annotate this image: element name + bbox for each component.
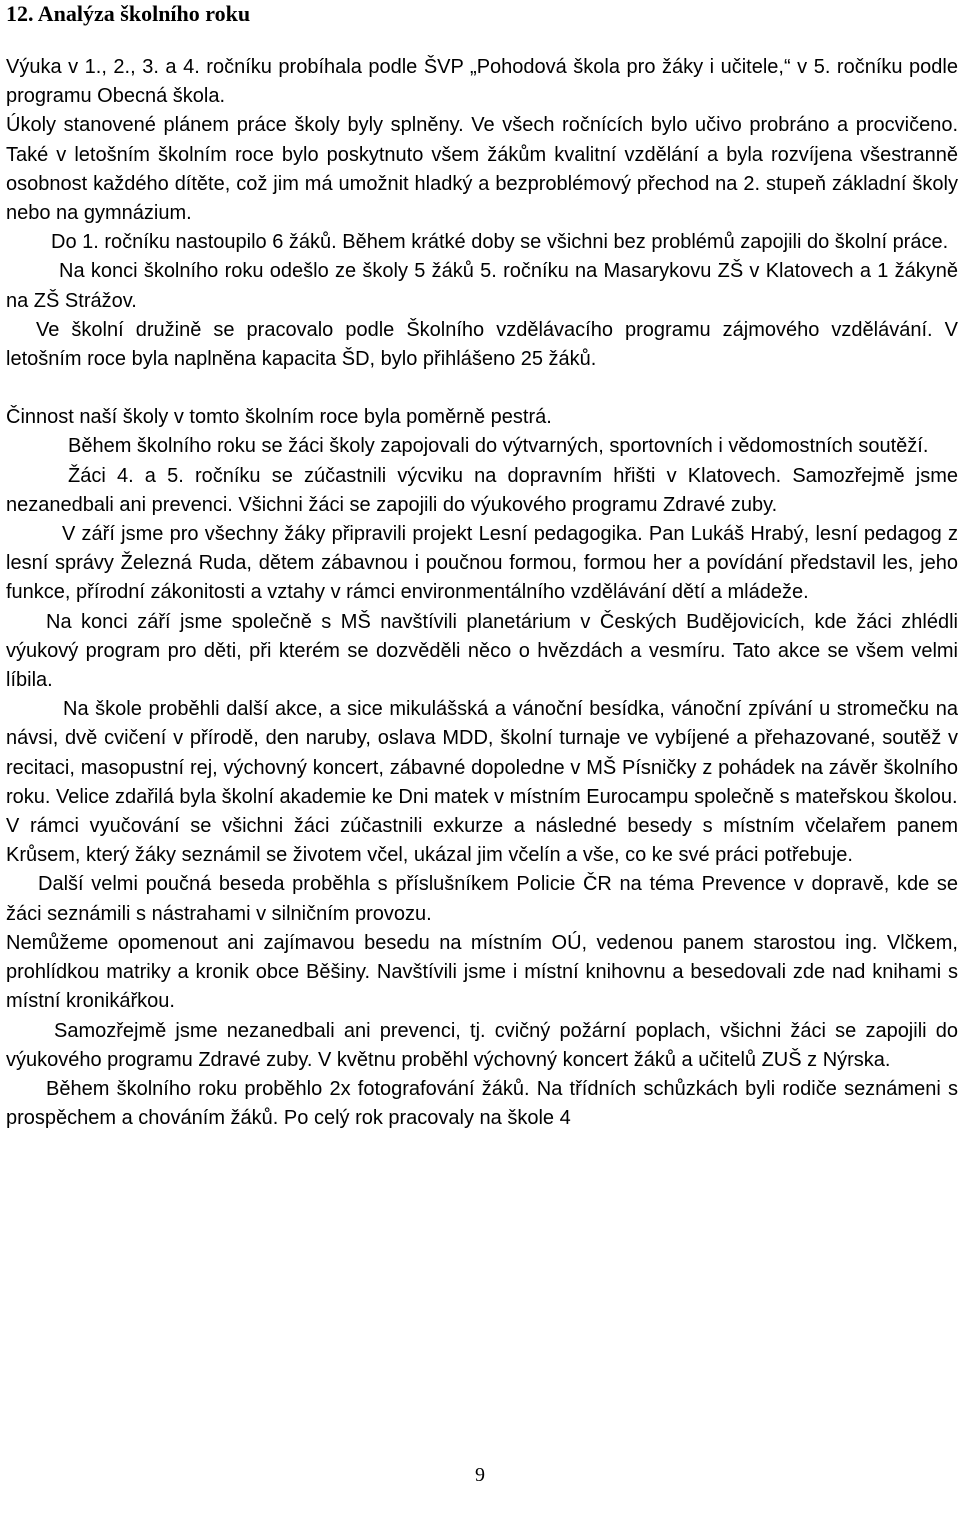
paragraph-school-events: Na škole proběhli další akce, a sice mikulášská a vánoční besídka, vánoční zpívání u stromečku na návsi, dvě cvičení v přírodě, den naruby, oslava MDD, školní turnaje ve vybíjené a přehazované, soutěž v recitaci, masopustní rej, výchovný koncert, zábavné dopoledne v MŠ Písničky z pohádek na závěr školního roku. Velice zdařilá byla školní akademie ke Dni matek v místním Eurocampu společně s mateřskou školou.	[6, 698, 958, 808]
paragraph-police-talk: Další velmi poučná beseda proběhla s příslušníkem Policie ČR na téma Prevence v dopravě, kde se žáci seznámili s nástrahami v silničním provozu.	[6, 873, 958, 925]
paragraph-beekeeper: V rámci vyučování se všichni žáci zúčastnili exkurze a následné besedy s místním včelařem panem Krůsem, který žáky seznámil se životem včel, ukázal jim včelín a vše, co ke své práci potřebuje.	[6, 815, 958, 867]
paragraph-after-school-club: Ve školní družině se pracovalo podle Školního vzdělávacího programu zájmového vzdělávání. V letošním roce byla naplněna kapacita ŠD, bylo přihlášeno 25 žáků.	[6, 318, 958, 371]
paragraph-traffic-training: Žáci 4. a 5. ročníku se zúčastnili výcviku na dopravním hřišti v Klatovech. Samozřejmě jsme nezanedbali ani prevenci. Všichni žáci se zapojili do výukového programu Zdravé zuby.	[6, 464, 958, 516]
section-heading: 12. Analýza školního roku	[6, 1, 251, 26]
paragraph-photography: Během školního roku proběhlo 2x fotografování žáků. Na třídních schůzkách byli rodiče seznámeni s prospěchem a chováním žáků. Po celý rok pracovaly na škole 4	[6, 1077, 958, 1130]
page-number: 9	[475, 1464, 485, 1486]
paragraph-activities-intro: Činnost naší školy v tomto školním roce byla poměrně pestrá.	[6, 406, 552, 429]
paragraph-curriculum: Výuka v 1., 2., 3. a 4. ročníku probíhala podle ŠVP „Pohodová škola pro žáky i učitele,“ v 5. ročníku podle programu Obecná škola.	[6, 56, 958, 108]
paragraph-tasks-fulfilled: Úkoly stanovené plánem práce školy byly splněny. Ve všech ročnících bylo učivo probráno a procvičeno. Také v letošním školním roce bylo poskytnuto všem žákům kvalitní vzdělání a byla rozvíjena všestranně osobnost každého dítěte, což jim má umožnit hladký a bezproblémový přechod na 2. stupeň základní školy nebo na gymnázium.	[6, 114, 958, 225]
paragraph-planetarium: Na konci září jsme společně s MŠ navštívili planetárium v Českých Budějovicích, kde žáci zhlédli výukový program pro děti, při kterém se dozvěděli něco o hvězdách a vesmíru. Tato akce se všem velmi líbila.	[6, 610, 958, 692]
document-page	[6, 0, 958, 1133]
paragraph-municipal-office: Nemůžeme opomenout ani zajímavou besedu na místním OÚ, vedenou panem starostou ing. Vlčkem, prohlídkou matriky a kronik obce Běšiny. Navštívili jsme i místní knihovnu a besedovali zde nad knihami s místní kronikářkou.	[6, 931, 958, 1013]
paragraph-prevention: Samozřejmě jsme nezanedbali ani prevenci, tj. cvičný požární poplach, všichni žáci se zapojili do výukového programu Zdravé zuby. V květnu proběhl výchovný koncert žáků a učitelů ZUŠ z Nýrska.	[6, 1019, 958, 1071]
paragraph-competitions: Během školního roku se žáci školy zapojovali do výtvarných, sportovních i vědomostních soutěží.	[68, 435, 929, 458]
paragraph-gap	[6, 374, 958, 403]
paragraph-first-grade: Do 1. ročníku nastoupilo 6 žáků. Během krátké doby se všichni bez problémů zapojili do školní práce.	[51, 231, 949, 254]
paragraph-leavers: Na konci školního roku odešlo ze školy 5 žáků 5. ročníku na Masarykovu ZŠ v Klatovech a 1 žákyně na ZŠ Strážov.	[6, 260, 958, 312]
document-body	[6, 53, 958, 1133]
paragraph-forest-pedagogy: V září jsme pro všechny žáky připravili projekt Lesní pedagogika. Pan Lukáš Hrabý, lesní pedagog z lesní správy Železná Ruda, dětem zábavnou i poučnou formou, formou her a povídání představil les, jeho funkce, přírodní zákonitosti a vztahy v rámci environmentálního vzdělávání dětí a mládeže.	[6, 523, 958, 604]
